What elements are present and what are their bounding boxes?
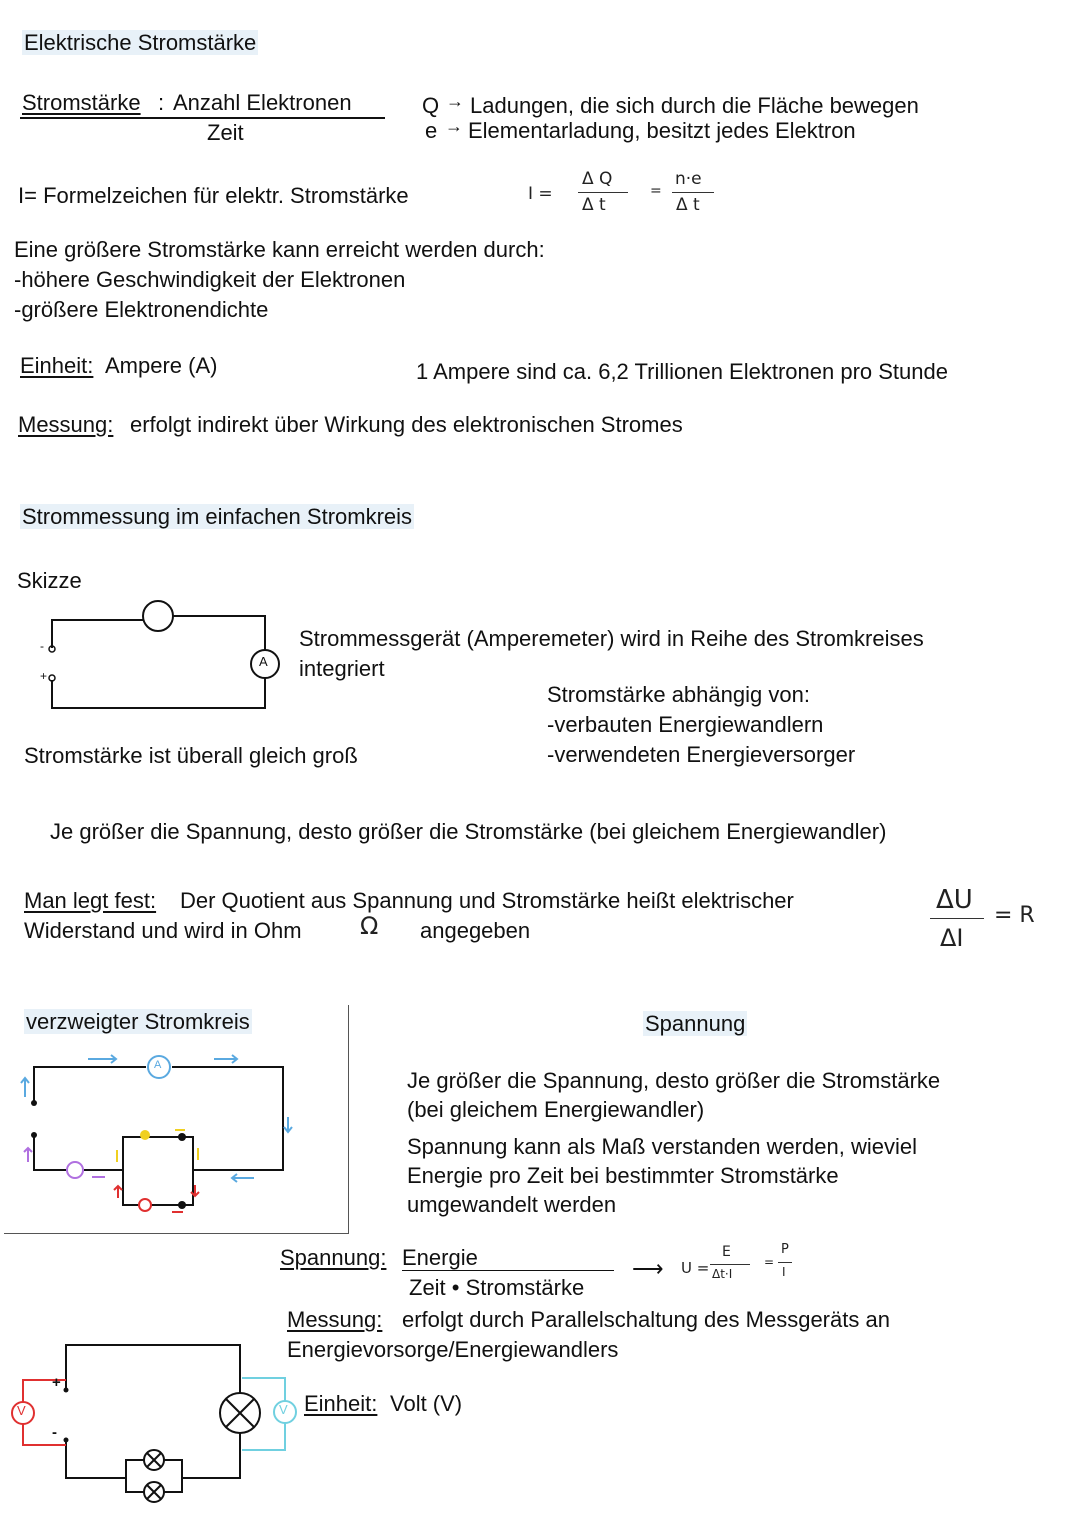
voltage-def-label: Spannung:: [280, 1245, 387, 1270]
section-branched-circuit: verzweigter Stromkreis: [26, 1009, 250, 1034]
resistance-hw-den: ΔI: [940, 924, 964, 952]
voltmeter-label: V: [17, 1403, 26, 1418]
ampere-fact: 1 Ampere sind ca. 6,2 Trillionen Elektronen pro Stunde: [416, 359, 948, 384]
dependence-item: -verwendeten Energieversorger: [547, 742, 856, 767]
resistance-label: Man legt fest:: [24, 888, 157, 913]
arrow-right-icon: →: [446, 91, 464, 111]
current-numerator: Anzahl Elektronen: [173, 90, 352, 115]
dependence-item: -verbauten Energiewandlern: [547, 712, 824, 737]
plus-label: +: [40, 669, 48, 683]
resistance-hw-rhs: = R: [994, 903, 1035, 928]
resistance-text: Widerstand und wird in Ohm: [24, 918, 302, 943]
arrow-right-icon: →: [445, 116, 463, 136]
formula-lhs: I =: [528, 184, 553, 204]
voltage-text: Je größer die Spannung, desto größer die Stromstärke: [407, 1068, 941, 1093]
voltage-text: (bei gleichem Energiewandler): [407, 1097, 705, 1122]
q-text: Ladungen, die sich durch die Fläche bewegen: [470, 93, 919, 118]
formula-num: Δ Q: [582, 169, 613, 189]
voltage-unit-label: Einheit:: [304, 1391, 378, 1416]
page-title: Elektrische Stromstärke: [24, 30, 257, 55]
resistance-text: angegeben: [420, 918, 531, 943]
voltmeter-label: V: [279, 1402, 288, 1417]
formula-num2: n·e: [675, 169, 702, 189]
minus-label: -: [40, 639, 44, 653]
voltage-def-numerator: Energie: [402, 1245, 478, 1270]
arrow-right-icon: ⟶: [632, 1256, 664, 1281]
voltage-text: Spannung kann als Maß verstanden werden, wieviel: [407, 1134, 917, 1159]
voltage-hw-den2: I: [782, 1265, 786, 1279]
ammeter-label: A: [259, 654, 268, 669]
section-voltage: Spannung: [645, 1011, 746, 1036]
dependence-title: Stromstärke abhängig von:: [547, 682, 810, 707]
measure-label: Messung:: [18, 412, 114, 437]
voltage-text: Energie pro Zeit bei bestimmter Stromstärke: [407, 1163, 839, 1188]
voltage-unit-value: Volt (V): [390, 1391, 463, 1416]
resistance-text: Der Quotient aus Spannung und Stromstärke heißt elektrischer: [180, 888, 794, 913]
voltage-relation: Je größer die Spannung, desto größer die Stromstärke (bei gleichem Energiewandler): [50, 819, 887, 844]
voltage-hw-den: Δt·I: [712, 1267, 733, 1281]
ammeter-text: Strommessgerät (Amperemeter) wird in Reihe des Stromkreises: [299, 626, 924, 651]
ohm-icon: Ω: [360, 912, 379, 940]
current-denominator: Zeit: [207, 120, 244, 145]
increase-intro: Eine größere Stromstärke kann erreicht werden durch:: [14, 237, 545, 262]
voltage-hw-num2: P: [781, 1242, 789, 1257]
formula-den: Δ t: [582, 195, 606, 215]
colon: :: [158, 90, 165, 115]
formula-symbol: I= Formelzeichen für elektr. Stromstärke: [18, 183, 409, 208]
q-symbol: Q: [422, 93, 440, 118]
minus-label: -: [52, 1424, 57, 1441]
unit-value: Ampere (A): [105, 353, 218, 378]
voltage-measure-text: erfolgt durch Parallelschaltung des Messgeräts an: [402, 1307, 890, 1332]
voltage-hw-eq: =: [764, 1255, 775, 1269]
sketch-label: Skizze: [17, 568, 82, 593]
ammeter-text: integriert: [299, 656, 385, 681]
increase-item: -größere Elektronendichte: [14, 297, 269, 322]
ammeter-label: A: [154, 1059, 162, 1071]
voltage-hw-lhs: U =: [681, 1259, 710, 1277]
current-label: Stromstärke: [22, 90, 141, 115]
increase-item: -höhere Geschwindigkeit der Elektronen: [14, 267, 406, 292]
voltage-def-denominator: Zeit • Stromstärke: [409, 1275, 585, 1300]
formula-eq: =: [650, 183, 662, 199]
resistance-hw-num: ΔU: [936, 885, 973, 915]
measure-value: erfolgt indirekt über Wirkung des elektronischen Stromes: [130, 412, 683, 437]
same-everywhere: Stromstärke ist überall gleich groß: [24, 743, 358, 768]
voltage-hw-num: E: [722, 1244, 731, 1260]
e-text: Elementarladung, besitzt jedes Elektron: [468, 118, 856, 143]
section-simple-circuit: Strommessung im einfachen Stromkreis: [22, 504, 413, 529]
plus-label: +: [52, 1374, 61, 1391]
voltage-text: umgewandelt werden: [407, 1192, 617, 1217]
e-symbol: e: [425, 118, 438, 143]
unit-label: Einheit:: [20, 353, 94, 378]
formula-den2: Δ t: [676, 195, 700, 215]
voltage-measure-label: Messung:: [287, 1307, 383, 1332]
voltage-measure-text: Energievorsorge/Energiewandlers: [287, 1337, 619, 1362]
